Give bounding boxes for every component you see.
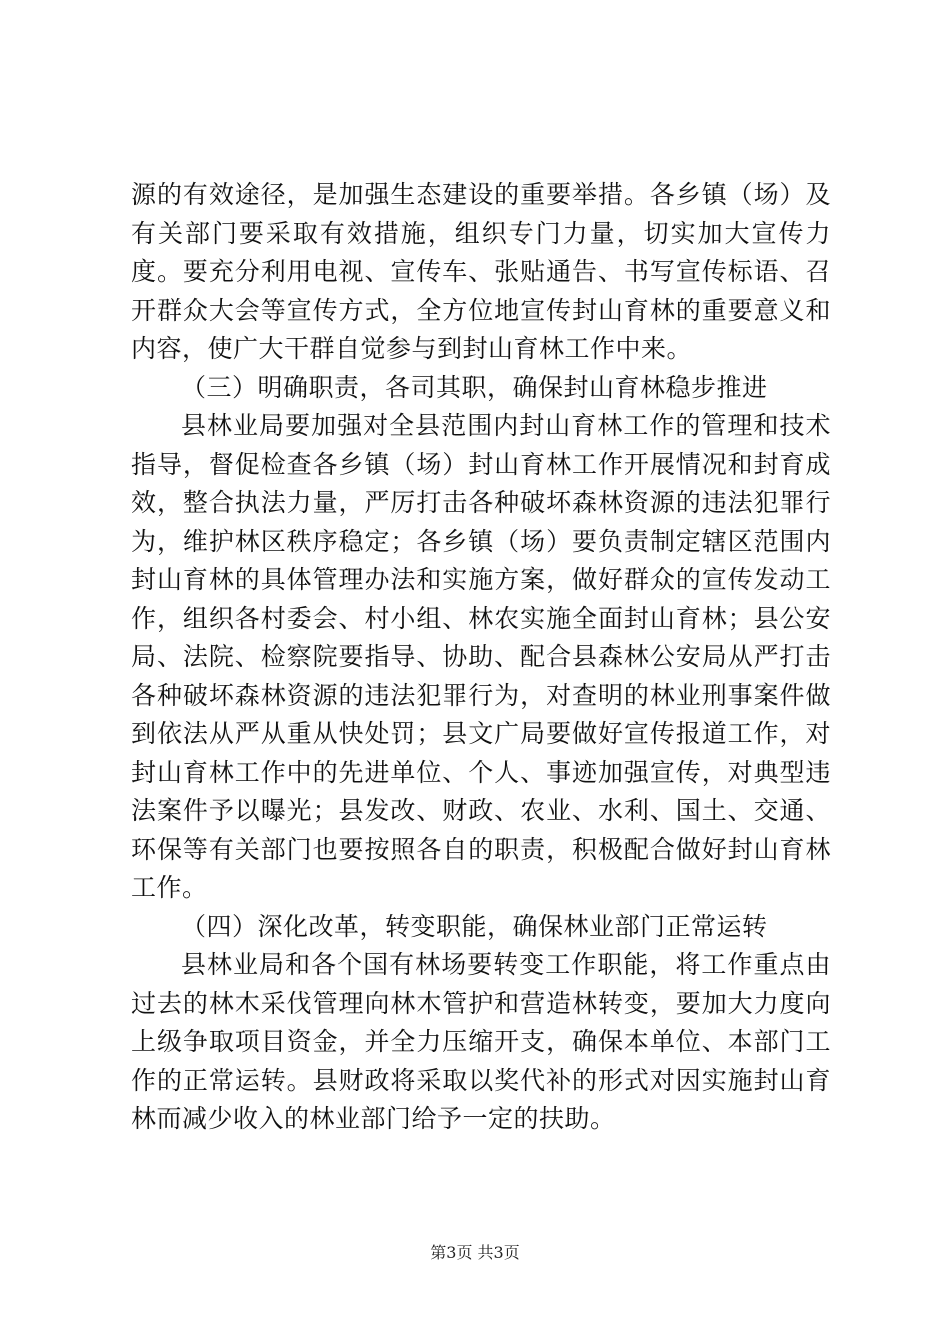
section-heading-4: （四）深化改革，转变职能，确保林业部门正常运转 [181,911,768,941]
section-heading-3: （三）明确职责，各司其职，确保封山育林稳步推进 [181,372,768,402]
document-body [131,176,831,1139]
paragraph-continuation: 源的有效途径，是加强生态建设的重要举措。各乡镇（场）及有关部门要采取有效措施，组织专门力量，切实加大宣传力度。要充分利用电视、宣传车、张贴通告、书写宣传标语、召开群众大会等宣传方式，全方位地宣传封山育林的重要意义和内容，使广大干群自觉参与到封山育林工作中来。 [131,180,831,363]
paragraph-responsibilities: 县林业局要加强对全县范围内封山育林工作的管理和技术指导，督促检查各乡镇（场）封山育林工作开展情况和封育成效，整合执法力量，严厉打击各种破坏森林资源的违法犯罪行为，维护林区秩序稳定；各乡镇（场）要负责制定辖区范围内封山育林的具体管理办法和实施方案，做好群众的宣传发动工作，组织各村委会、村小组、林农实施全面封山育林；县公安局、法院、检察院要指导、协助、配合县森林公安局从严打击各种破坏森林资源的违法犯罪行为，对查明的林业刑事案件做到依法从严从重从快处罚；县文广局要做好宣传报道工作，对封山育林工作中的先进单位、个人、事迹加强宣传，对典型违法案件予以曝光；县发改、财政、农业、水利、国土、交通、环保等有关部门也要按照各自的职责，积极配合做好封山育林工作。 [131,411,831,902]
page-footer: 第3页 共3页 [430,1243,520,1262]
paragraph-reform: 县林业局和各个国有林场要转变工作职能，将工作重点由过去的林木采伐管理向林木管护和营造林转变，要加大力度向上级争取项目资金，并全力压缩开支，确保本单位、本部门工作的正常运转。县财政将采取以奖代补的形式对因实施封山育林而减少收入的林业部门给予一定的扶助。 [131,950,831,1133]
